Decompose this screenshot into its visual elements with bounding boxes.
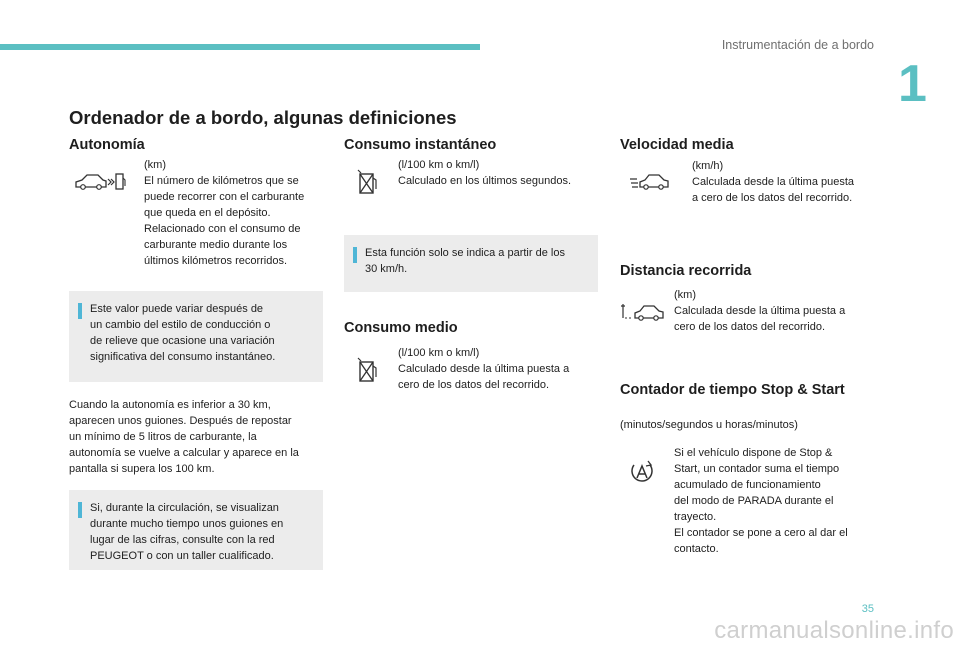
fuel-pump-icon [344,357,392,388]
note-marker [353,247,357,263]
item-consumo-instantaneo [344,157,598,207]
car-speed-icon [620,172,680,197]
item-autonomia [69,157,323,269]
autonomia-description: (km) El número de kilómetros que se puede recorrer con el carburante que queda en el depósito. Relacionado con el consumo de carburante medio durante los últimos kilómetros recorridos. [144,159,305,267]
item-contador-stop-start [620,445,880,565]
note-marker [78,502,82,518]
stop-start-icon [620,459,664,490]
note-marker [78,303,82,319]
car-fuel-pump-icon [69,171,131,198]
item-velocidad-media [620,158,880,208]
item-consumo-medio [344,345,598,395]
fuel-pump-icon [344,169,392,200]
car-distance-icon [620,301,666,328]
consumo-medio-description: (l/100 km o km/l) Calculado desde la última puesta a cero de los datos del recorrido. [398,347,570,391]
heading-autonomia: Autonomía [69,137,145,153]
paragraph-autonomia-guiones: Cuando la autonomía es inferior a 30 km, aparecen unos guiones. Después de repostar un mínimo de 5 litros de carburante, la autonomía se vuelve a calcular y aparece en la pantalla si supera los 100 km. [69,399,299,475]
heading-velocidad-media: Velocidad media [620,137,734,153]
note-autonomia-variacion: Este valor puede variar después de un cambio del estilo de conducción o de relieve que ocasione una variación significativa del consumo instantáneo. [69,291,323,382]
note-consumo-30kmh: Esta función solo se indica a partir de los 30 km/h. [344,235,598,292]
contador-description: Si el vehículo dispone de Stop & Start, un contador suma el tiempo acumulado de funcionamiento del modo de PARADA durante el trayecto. El contador se pone a cero al dar el contacto. [674,447,848,555]
contador-unit: (minutos/segundos u horas/minutos) [620,419,798,431]
distancia-recorrida-description: (km) Calculada desde la última puesta a cero de los datos del recorrido. [674,289,846,333]
velocidad-media-description: (km/h) Calculada desde la última puesta a cero de los datos del recorrido. [692,160,855,204]
chapter-number: 1 [898,55,927,113]
page-number: 35 [861,603,874,615]
chapter-title: Instrumentación de a bordo [721,38,874,52]
page-title: Ordenador de a bordo, algunas definiciones [69,107,457,128]
item-distancia-recorrida [620,287,880,337]
consumo-instantaneo-description: (l/100 km o km/l) Calculado en los últimos segundos. [398,159,572,187]
watermark: carmanualsonline.info [714,617,954,644]
note-autonomia-guiones: Si, durante la circulación, se visualizan durante mucho tiempo unos guiones en lugar de las cifras, consulte con la red PEUGEOT o con un taller cualificado. [69,490,323,570]
heading-consumo-medio: Consumo medio [344,320,458,336]
heading-distancia-recorrida: Distancia recorrida [620,263,752,279]
heading-contador-stop-start: Contador de tiempo Stop & Start [620,382,845,398]
header-accent-bar [0,44,480,50]
heading-consumo-instantaneo: Consumo instantáneo [344,137,497,153]
